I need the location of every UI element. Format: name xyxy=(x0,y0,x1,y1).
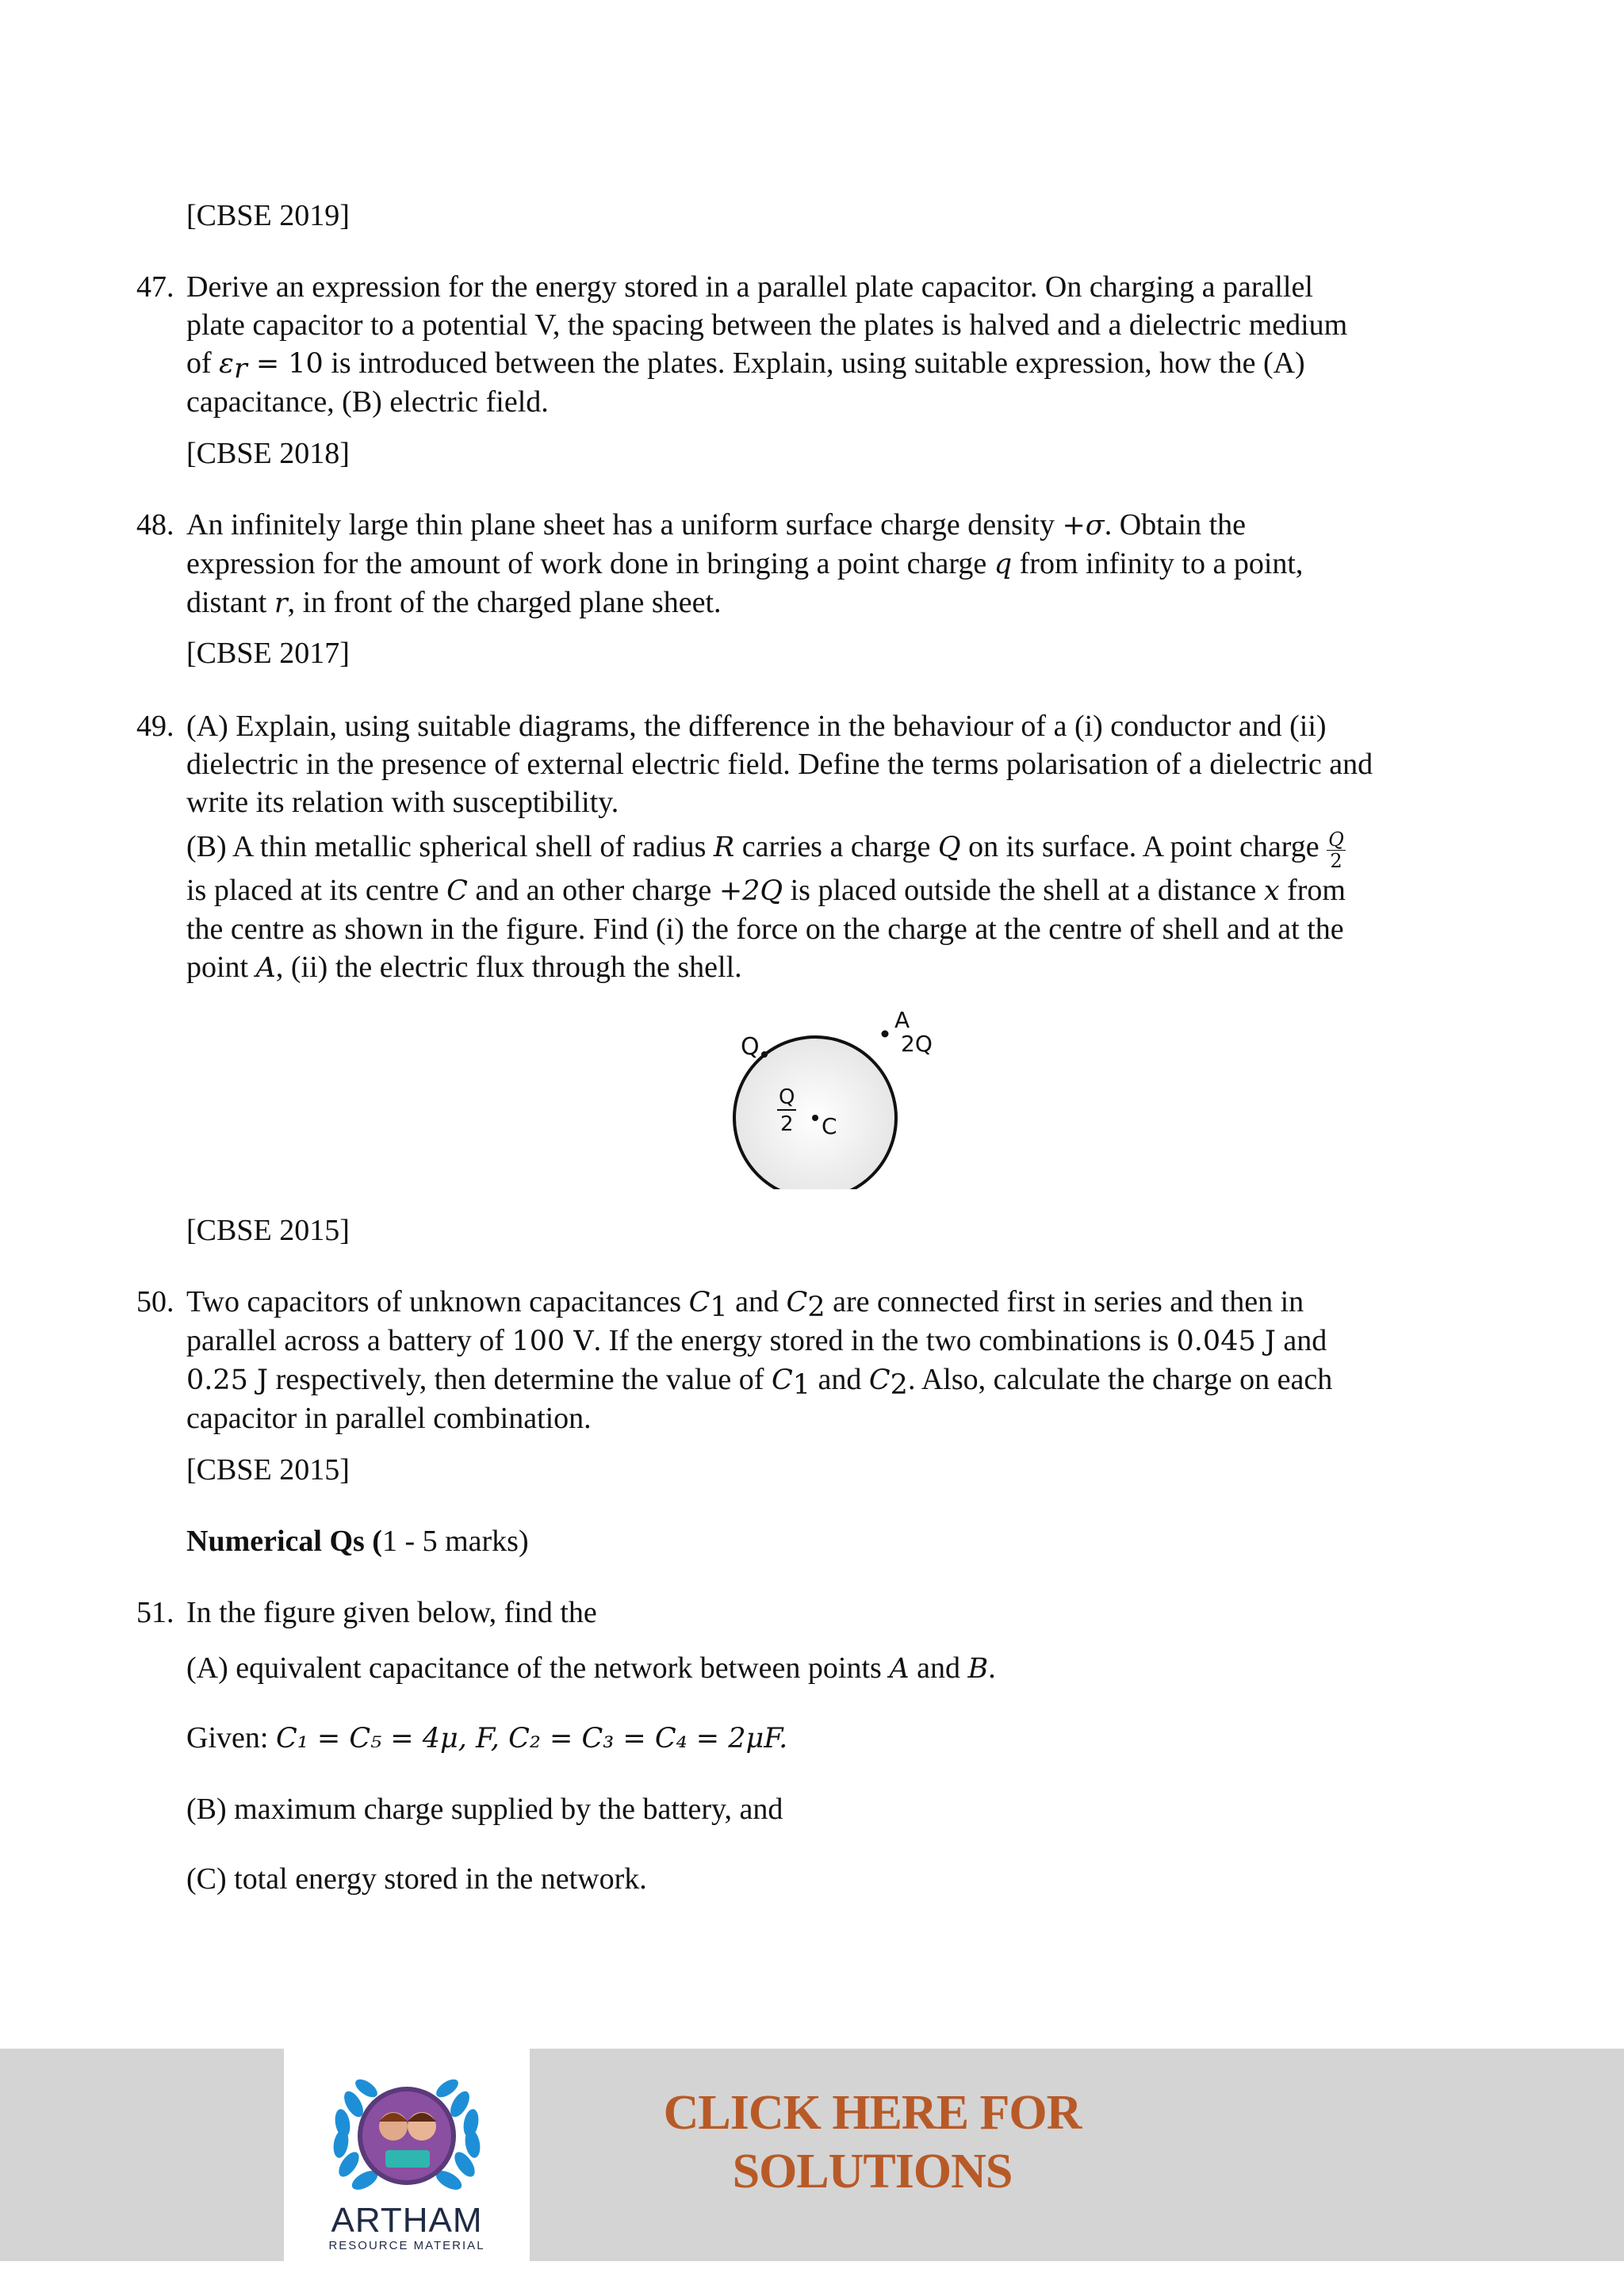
q51-part-a: (A) equivalent capacitance of the network between points A and B. xyxy=(186,1651,996,1685)
logo-title: ARTHAM xyxy=(331,2201,483,2240)
label-a: A xyxy=(894,1007,910,1033)
center-charge-dot xyxy=(812,1115,818,1121)
label-c: C xyxy=(822,1113,837,1139)
section-heading-numerical: Numerical Qs (1 - 5 marks) xyxy=(186,1525,529,1558)
q47-line: Derive an expression for the energy stored in a parallel plate capacitor. On charging a parallel xyxy=(186,270,1313,304)
q51-given: Given: C₁ = C₅ = 4μ, F, C₂ = C₃ = C₄ = 2μF. xyxy=(186,1721,788,1755)
q50-line: Two capacitors of unknown capacitances $C_1$ and $C_2$ are connected first in series and then in xyxy=(186,1285,1304,1323)
source-tag-q47: [CBSE 2018] xyxy=(186,437,350,470)
epsilon-symbol: ε xyxy=(219,348,234,380)
question-47-text xyxy=(186,268,1487,421)
cta-line-2[interactable]: SOLUTIONS xyxy=(732,2145,1013,2198)
logo-subtitle: RESOURCE MATERIAL xyxy=(328,2239,485,2252)
source-tag-q46: [CBSE 2019] xyxy=(186,199,350,232)
q50-line: parallel across a battery of 100 V. If the energy stored in the two combinations is 0.045 J and xyxy=(186,1324,1327,1357)
point-a-dot xyxy=(882,1031,889,1038)
q47-line: of $\varepsilon_r = 10$ is introduced between the plates. Explain, using suitable expression, how the (A) xyxy=(186,346,1305,385)
question-number-50: 50. xyxy=(136,1285,174,1318)
solutions-link[interactable] xyxy=(603,2084,1142,2201)
surface-charge-dot xyxy=(761,1051,768,1058)
q49-line: write its relation with susceptibility. xyxy=(186,786,619,819)
label-half-q-bot: 2 xyxy=(780,1112,794,1136)
source-tag-q50: [CBSE 2015] xyxy=(186,1453,350,1487)
question-number-51: 51. xyxy=(136,1596,174,1629)
q49-line: (B) A thin metallic spherical shell of radius R carries a charge Q on its surface. A point charge $\frac{Q}{2}$ xyxy=(186,828,1344,872)
q47-line: plate capacitor to a potential V, the spacing between the plates is halved and a dielectric medium xyxy=(186,308,1348,342)
cta-line-1[interactable]: CLICK HERE FOR xyxy=(663,2086,1082,2140)
q49-line: is placed at its centre C and an other charge +2Q is placed outside the shell at a distance x from xyxy=(186,874,1346,907)
q48-line: expression for the amount of work done in bringing a point charge q from infinity to a point, xyxy=(186,547,1304,580)
q51-part-b: (B) maximum charge supplied by the battery, and xyxy=(186,1793,783,1826)
q50-line: capacitor in parallel combination. xyxy=(186,1402,592,1435)
q49-line: point A, (ii) the electric flux through the shell. xyxy=(186,951,742,984)
question-number-48: 48. xyxy=(136,508,174,541)
question-number-49: 49. xyxy=(136,710,174,743)
q48-line: An infinitely large thin plane sheet has a uniform surface charge density +σ. Obtain the xyxy=(186,508,1247,541)
source-tag-q49: [CBSE 2015] xyxy=(186,1214,350,1247)
label-half-q-top: Q xyxy=(779,1085,795,1109)
laurel-wreath-icon xyxy=(284,2049,530,2207)
question-49-text xyxy=(186,707,1487,987)
label-2q: 2Q xyxy=(901,1031,933,1057)
q50-line: 0.25 J respectively, then determine the value of $C_1$ and $C_2$. Also, calculate the charge on each xyxy=(186,1363,1333,1401)
q47-line: capacitance, (B) electric field. xyxy=(186,385,549,419)
question-50-text xyxy=(186,1283,1487,1437)
q49-line: the centre as shown in the figure. Find (i) the force on the charge at the centre of shell and at the xyxy=(186,913,1344,946)
source-tag-q48: [CBSE 2017] xyxy=(186,637,350,670)
q49-line: (A) Explain, using suitable diagrams, the difference in the behaviour of a (i) conductor and (ii) xyxy=(186,710,1327,743)
label-q: Q xyxy=(741,1033,760,1061)
q51-intro: In the figure given below, find the xyxy=(186,1596,597,1629)
q51-part-c: (C) total energy stored in the network. xyxy=(186,1862,647,1896)
q48-line: distant r, in front of the charged plane sheet. xyxy=(186,586,722,619)
fraction-q-over-2: $\frac{Q}{2}$ xyxy=(1328,828,1344,872)
q49-line: dielectric in the presence of external electric field. Define the terms polarisation of a dielectric and xyxy=(186,748,1373,781)
question-number-47: 47. xyxy=(136,270,174,304)
artham-logo xyxy=(284,2049,530,2261)
spherical-shell-figure xyxy=(714,1007,967,1189)
question-48-text xyxy=(186,506,1487,622)
